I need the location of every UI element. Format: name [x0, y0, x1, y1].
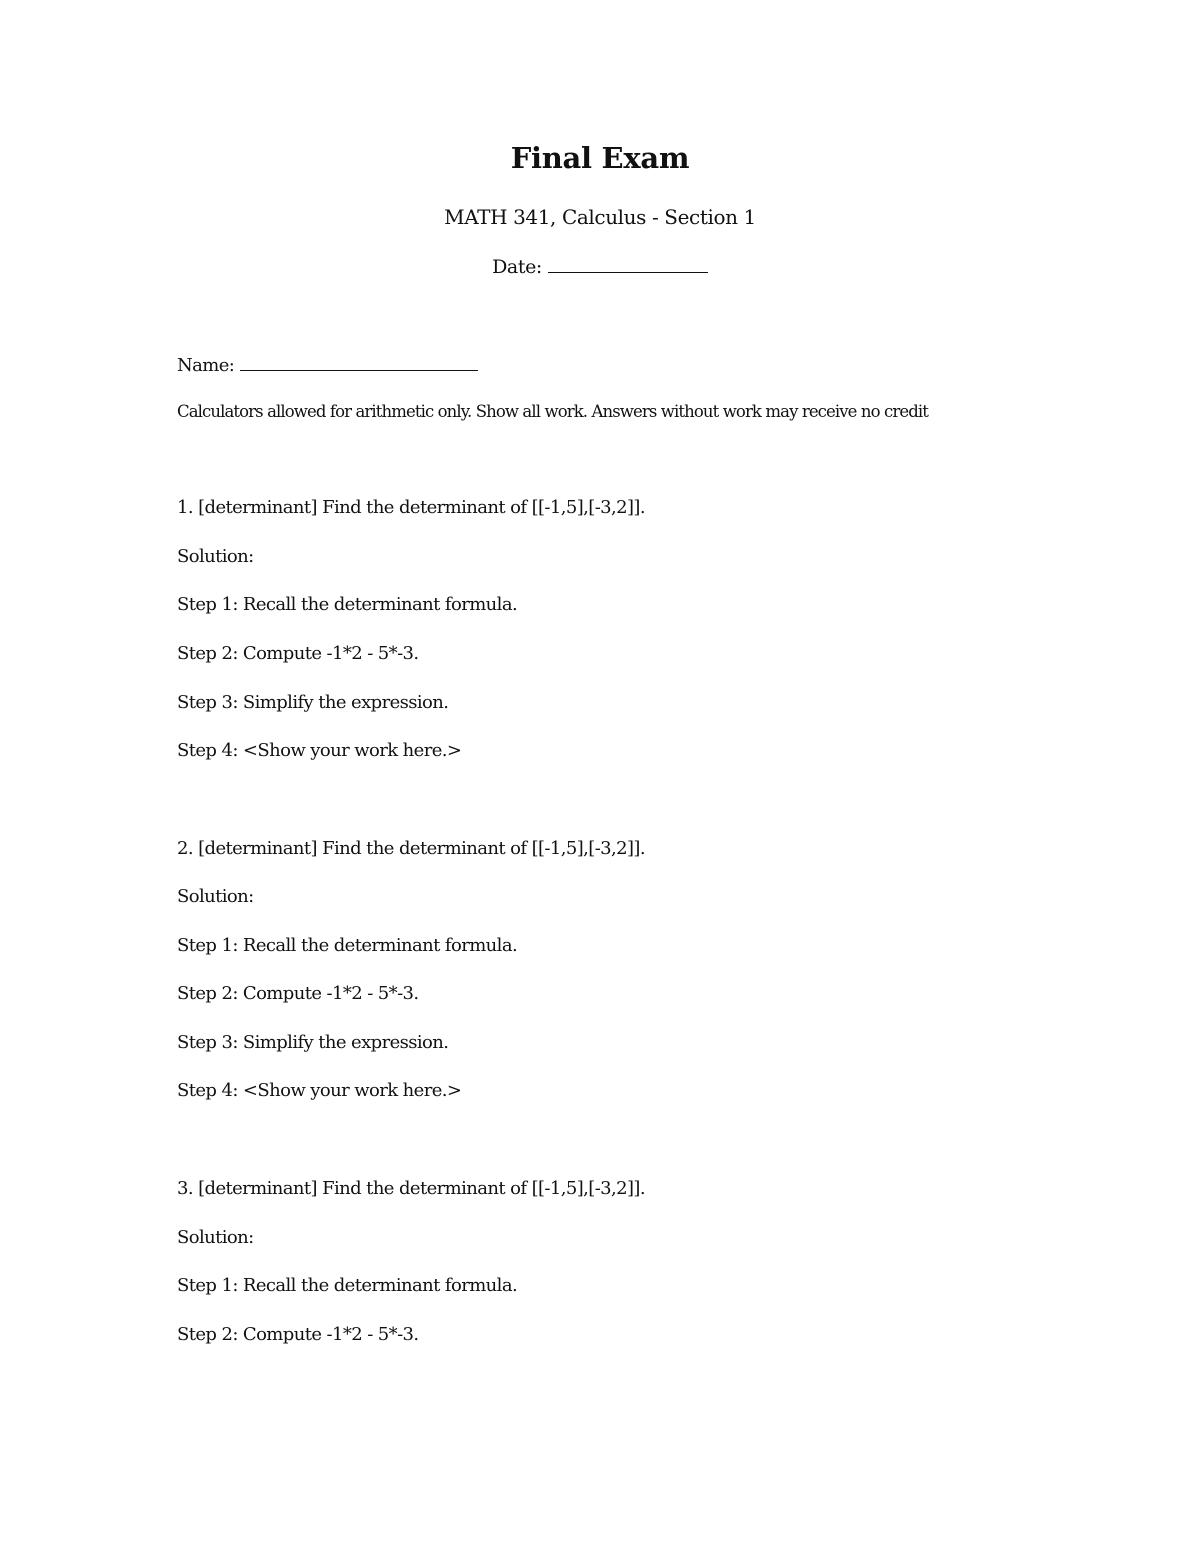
solution-step: Step 3: Simplify the expression.: [177, 1032, 449, 1053]
date-label: Date:: [492, 256, 542, 278]
name-blank[interactable]: [240, 369, 478, 371]
question-prompt: 2. [determinant] Find the determinant of [[-1,5],[-3,2]].: [177, 838, 645, 859]
solution-label: Solution:: [177, 886, 254, 907]
solution-step: Step 2: Compute -1*2 - 5*-3.: [177, 983, 419, 1004]
question-prompt: 3. [determinant] Find the determinant of [[-1,5],[-3,2]].: [177, 1178, 645, 1199]
question-prompt: 1. [determinant] Find the determinant of [[-1,5],[-3,2]].: [177, 497, 645, 518]
instructions: Calculators allowed for arithmetic only. Show all work. Answers without work may receive no credit: [177, 402, 928, 421]
solution-step: Step 3: Simplify the expression.: [177, 692, 449, 713]
exam-title: Final Exam: [510, 141, 690, 175]
solution-step: Step 1: Recall the determinant formula.: [177, 594, 518, 615]
solution-step: Step 1: Recall the determinant formula.: [177, 1275, 518, 1296]
date-line: [0, 256, 1200, 278]
solution-label: Solution:: [177, 1227, 254, 1248]
name-label: Name:: [177, 355, 235, 376]
solution-step: Step 4: <Show your work here.>: [177, 1080, 462, 1101]
solution-step: Step 4: <Show your work here.>: [177, 740, 462, 761]
name-line: [177, 355, 478, 376]
solution-step: Step 2: Compute -1*2 - 5*-3.: [177, 643, 419, 664]
course-subtitle: MATH 341, Calculus - Section 1: [444, 205, 756, 229]
solution-label: Solution:: [177, 546, 254, 567]
solution-step: Step 1: Recall the determinant formula.: [177, 935, 518, 956]
solution-step: Step 2: Compute -1*2 - 5*-3.: [177, 1324, 419, 1345]
date-blank[interactable]: [548, 271, 708, 273]
